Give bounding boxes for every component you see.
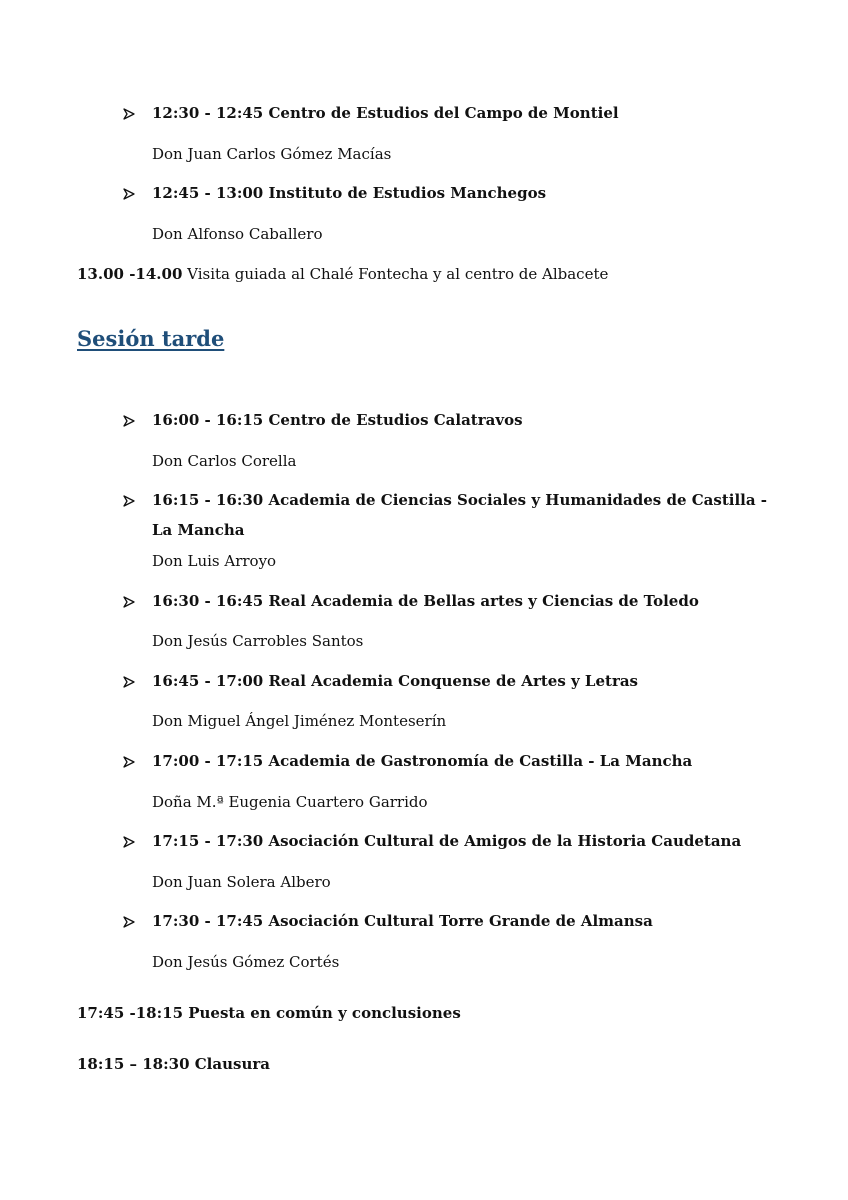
agenda-item-title: 16:15 - 16:30 Academia de Ciencias Sociales y Humanidades de Castilla - La Mancha xyxy=(152,491,768,539)
agenda-item-title: 12:30 - 12:45 Centro de Estudios del Campo de Montiel xyxy=(152,104,619,122)
conclusions-line: 17:45 -18:15 Puesta en común y conclusiones xyxy=(77,1004,461,1022)
arrowhead-bullet-icon xyxy=(121,914,137,930)
agenda-item-speaker: Don Juan Solera Albero xyxy=(152,873,331,891)
agenda-item-title: 16:30 - 16:45 Real Academia de Bellas artes y Ciencias de Toledo xyxy=(152,592,699,610)
agenda-item-title: 12:45 - 13:00 Instituto de Estudios Manchegos xyxy=(152,184,547,202)
visit-line xyxy=(77,264,608,284)
agenda-item-title: 17:30 - 17:45 Asociación Cultural Torre Grande de Almansa xyxy=(152,912,653,930)
agenda-item-speaker: Don Alfonso Caballero xyxy=(152,225,323,243)
agenda-item-speaker: Don Miguel Ángel Jiménez Monteserín xyxy=(152,712,447,730)
agenda-item-speaker: Don Carlos Corella xyxy=(152,452,297,470)
agenda-item-title: 17:15 - 17:30 Asociación Cultural de Amigos de la Historia Caudetana xyxy=(152,832,742,850)
agenda-item-speaker: Don Jesús Gómez Cortés xyxy=(152,953,340,971)
visit-time: 13.00 -14.00 xyxy=(77,265,183,283)
arrowhead-bullet-icon xyxy=(121,594,137,610)
agenda-item-speaker: Don Juan Carlos Gómez Macías xyxy=(152,145,392,163)
arrowhead-bullet-icon xyxy=(121,106,137,122)
agenda-item-speaker: Don Jesús Carrobles Santos xyxy=(152,632,364,650)
agenda-item-title: 16:00 - 16:15 Centro de Estudios Calatravos xyxy=(152,411,523,429)
arrowhead-bullet-icon xyxy=(121,754,137,770)
arrowhead-bullet-icon xyxy=(121,674,137,690)
visit-text: Visita guiada al Chalé Fontecha y al centro de Albacete xyxy=(182,265,609,283)
arrowhead-bullet-icon xyxy=(121,834,137,850)
clausura-line: 18:15 – 18:30 Clausura xyxy=(77,1055,270,1073)
agenda-item-speaker: Don Luis Arroyo xyxy=(152,552,277,570)
agenda-item-speaker: Doña M.ª Eugenia Cuartero Garrido xyxy=(152,793,428,811)
section-heading: Sesión tarde xyxy=(77,326,225,351)
agenda-item-title: 16:45 - 17:00 Real Academia Conquense de Artes y Letras xyxy=(152,672,639,690)
agenda-item-title: 17:00 - 17:15 Academia de Gastronomía de Castilla - La Mancha xyxy=(152,752,693,770)
arrowhead-bullet-icon xyxy=(121,186,137,202)
arrowhead-bullet-icon xyxy=(121,413,137,429)
arrowhead-bullet-icon xyxy=(121,493,137,509)
